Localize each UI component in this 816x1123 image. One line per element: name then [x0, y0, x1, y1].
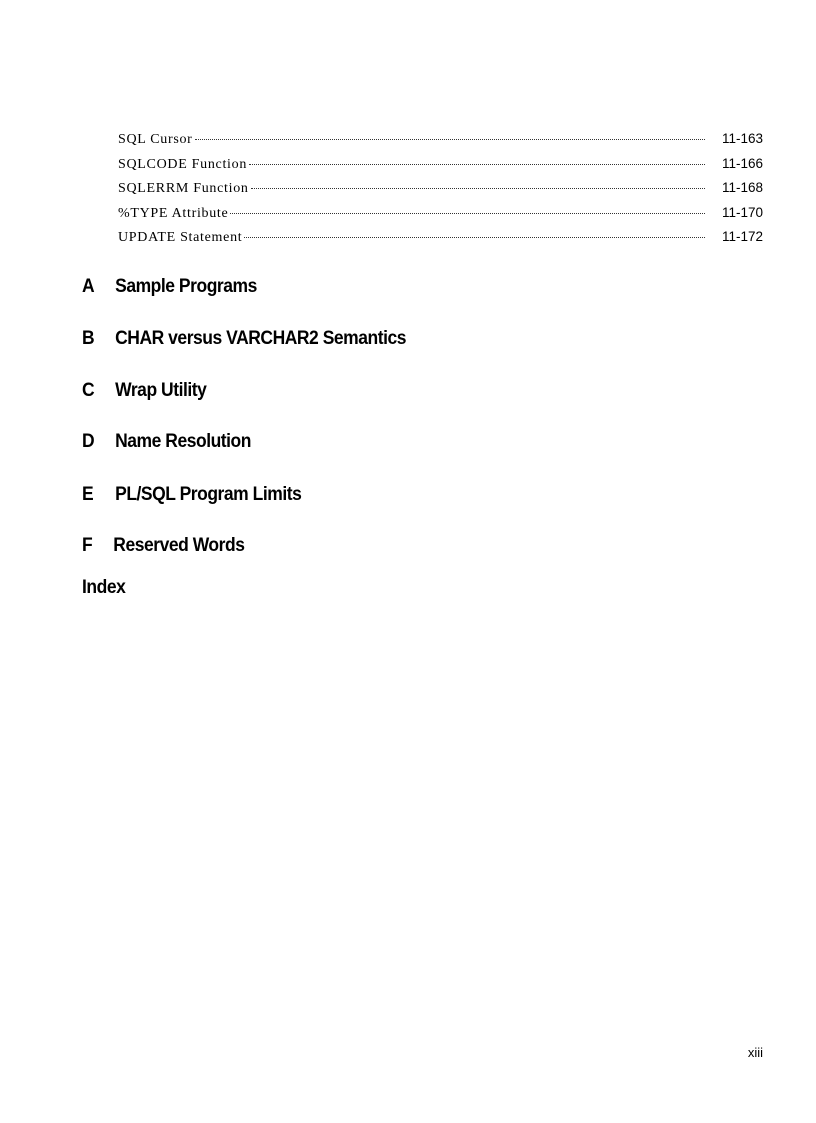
appendix-letter: B — [82, 328, 95, 349]
page-number: xiii — [747, 1045, 763, 1060]
appendix-letter: F — [82, 535, 93, 556]
appendix-f-heading[interactable] — [82, 535, 244, 557]
appendix-d-heading[interactable] — [82, 431, 251, 453]
appendix-title: PL/SQL Program Limits — [115, 484, 302, 505]
appendix-b-heading[interactable] — [82, 328, 406, 350]
appendix-c-heading[interactable] — [82, 380, 206, 402]
toc-entry-page: 11-172 — [721, 229, 763, 244]
toc-entry-title: %TYPE Attribute — [118, 205, 229, 221]
toc-entry-page: 11-170 — [721, 204, 763, 220]
appendix-letter: E — [82, 484, 94, 505]
dot-leader — [244, 237, 705, 238]
toc-entry-title: SQLERRM Function — [118, 181, 249, 196]
appendix-title: CHAR versus VARCHAR2 Semantics — [115, 328, 407, 349]
toc-entry-sqlerrm-function[interactable] — [118, 180, 763, 205]
toc-entry-sqlcode-function[interactable] — [118, 156, 763, 181]
dot-leader — [249, 164, 705, 165]
index-heading[interactable]: Index — [82, 577, 126, 598]
toc-entry-title: SQLCODE Function — [118, 156, 248, 172]
toc-entry-type-attribute[interactable] — [118, 205, 763, 230]
dot-leader — [251, 188, 705, 189]
toc-entry-page: 11-166 — [721, 155, 763, 171]
appendix-e-heading[interactable] — [82, 484, 301, 506]
appendix-letter: D — [82, 431, 95, 452]
toc-entry-title: SQL Cursor — [118, 132, 193, 147]
toc-entry-list — [118, 131, 763, 254]
appendix-letter: A — [82, 276, 95, 297]
dot-leader — [195, 139, 705, 140]
appendix-a-heading[interactable] — [82, 276, 257, 298]
dot-leader — [230, 213, 705, 214]
appendix-title: Reserved Words — [113, 535, 245, 556]
toc-entry-update-statement[interactable] — [118, 229, 763, 254]
toc-entry-page: 11-163 — [721, 131, 763, 146]
appendix-title: Sample Programs — [115, 276, 257, 297]
appendix-title: Wrap Utility — [115, 380, 207, 401]
appendix-title: Name Resolution — [115, 431, 252, 452]
toc-entry-page: 11-168 — [721, 180, 763, 195]
toc-entry-sql-cursor[interactable] — [118, 131, 763, 156]
appendix-letter: C — [82, 380, 95, 401]
toc-entry-title: UPDATE Statement — [118, 230, 243, 245]
